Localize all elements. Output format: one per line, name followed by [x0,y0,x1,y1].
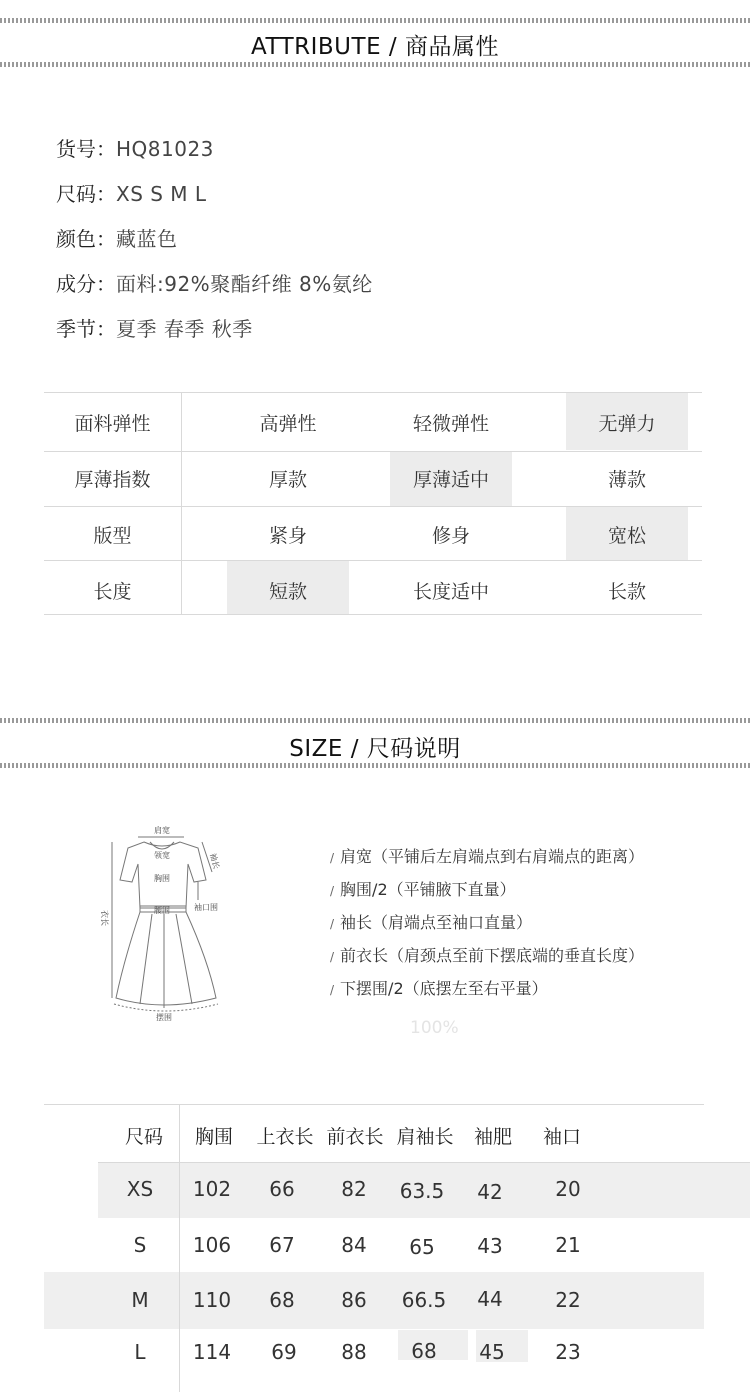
attr-season: 季节：夏季 春季 秋季 [56,317,253,341]
size-cell: 68 [269,1288,295,1312]
property-option-selected: 短款 [268,581,307,603]
measurement-legend-item: / 胸围/2（平铺腋下直量） [330,880,516,899]
table-rule [98,1162,750,1163]
section-divider-bottom [0,763,750,768]
size-cell: 63.5 [399,1179,445,1203]
size-cell: 86 [341,1288,367,1312]
size-cell: 45 [479,1340,505,1364]
property-option-selected: 无弹力 [598,413,656,435]
size-cell: XS [126,1177,154,1201]
size-cell: 88 [341,1340,367,1364]
property-option: 长款 [607,581,646,603]
property-label: 面料弹性 [74,413,151,435]
property-label: 厚薄指数 [74,469,151,491]
diagram-label-hem: 摆围 [156,1013,172,1022]
size-cell: 68 [411,1339,437,1363]
table-rule [44,392,702,393]
property-option: 长度适中 [412,581,489,603]
property-option: 轻微弹性 [412,413,489,435]
attr-color: 颜色：藏蓝色 [56,227,178,251]
measurement-legend-item: / 袖长（肩端点至袖口直量） [330,913,533,932]
attribute-section-title: ATTRIBUTE / 商品属性 [251,34,499,60]
table-rule [44,1104,704,1105]
size-cell: 102 [192,1177,232,1201]
section-divider-bottom [0,62,750,67]
size-cell: 110 [192,1288,232,1312]
size-cell: M [131,1288,149,1312]
watermark-text: 100% [410,1018,459,1038]
size-cell: 66 [269,1177,295,1201]
dress-measurement-diagram [100,820,242,1026]
size-cell: 67 [269,1233,295,1257]
attr-sizes: 尺码：XS S M L [56,182,207,206]
table-rule [44,560,702,561]
size-section-title: SIZE / 尺码说明 [289,736,461,762]
size-table-header: 胸围 [194,1126,233,1148]
size-cell: S [133,1233,147,1257]
diagram-label-waist: 腰围 [154,906,170,915]
measurement-legend-item: / 前衣长（肩颈点至前下摆底端的垂直长度） [330,946,645,965]
size-cell: 42 [477,1180,503,1204]
property-option-selected: 厚薄适中 [412,469,489,491]
property-option: 厚款 [268,469,307,491]
property-option: 修身 [431,525,470,547]
size-table-header: 袖口 [542,1126,581,1148]
section-divider-top [0,718,750,723]
size-cell: 43 [477,1234,503,1258]
size-cell: 82 [341,1177,367,1201]
attr-composition: 成分：面料:92%聚酯纤维 8%氨纶 [56,272,373,296]
property-option-selected: 宽松 [607,525,646,547]
diagram-label-neck: 领宽 [154,851,170,860]
measurement-legend-item: / 下摆围/2（底摆左至右平量） [330,979,548,998]
size-cell: 65 [409,1235,435,1259]
size-table-header: 前衣长 [326,1126,384,1148]
table-rule [44,506,702,507]
diagram-label-shoulder: 肩宽 [154,826,170,835]
size-cell: 84 [341,1233,367,1257]
size-table-header: 袖肥 [473,1126,512,1148]
size-table-header: 肩袖长 [396,1126,454,1148]
property-option: 紧身 [268,525,307,547]
table-rule [44,614,702,615]
size-cell: 106 [192,1233,232,1257]
size-table-header: 上衣长 [256,1126,314,1148]
size-cell: 22 [555,1288,581,1312]
diagram-label-cuff: 袖口围 [194,903,218,912]
measurement-legend-item: / 肩宽（平铺后左肩端点到右肩端点的距离） [330,847,645,866]
size-cell: 66.5 [401,1288,447,1312]
diagram-label-sleeve: 袖长 [208,852,221,870]
diagram-label-length: 衣长 [100,910,109,926]
diagram-label-chest: 胸围 [154,874,170,883]
attr-item-number: 货号：HQ81023 [56,137,214,161]
property-label: 版型 [93,525,132,547]
size-cell: 69 [271,1340,297,1364]
size-cell: L [134,1340,146,1364]
property-option: 高弹性 [259,413,317,435]
size-cell: 21 [555,1233,581,1257]
size-table-header: 尺码 [124,1126,163,1148]
size-cell: 114 [192,1340,232,1364]
section-divider-top [0,18,750,23]
table-rule [44,451,702,452]
size-cell: 20 [555,1177,581,1201]
table-column-rule [181,392,182,615]
size-cell: 23 [555,1340,581,1364]
property-label: 长度 [93,581,132,603]
property-option: 薄款 [607,469,646,491]
size-cell: 44 [477,1287,503,1311]
